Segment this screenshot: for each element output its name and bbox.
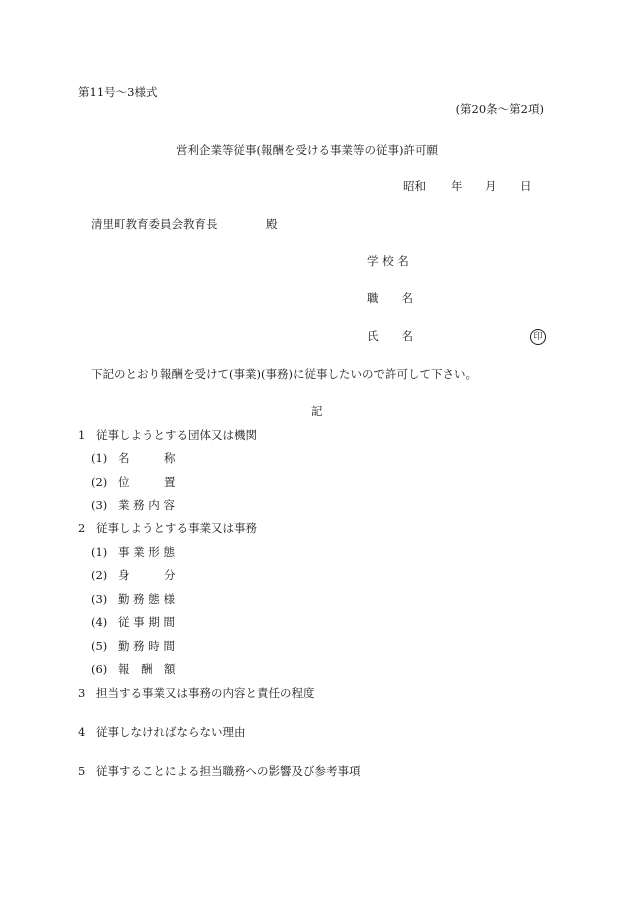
date-era: 昭和	[403, 179, 426, 193]
section-text: 従事しようとする団体又は機関	[96, 428, 257, 442]
item-label: 名 称	[118, 451, 176, 465]
item-number: (3)	[91, 498, 108, 512]
seal-mark	[530, 329, 546, 345]
section-text: 担当する事業又は事務の内容と責任の程度	[96, 686, 315, 700]
article-reference: (第20条〜第2項)	[455, 102, 544, 116]
item-label: 位 置	[118, 475, 176, 489]
date-year-label: 年	[451, 179, 463, 193]
item-label: 事 業 形 態	[118, 545, 175, 559]
item-number: (2)	[91, 475, 108, 489]
item-number: (2)	[91, 568, 108, 582]
position-label: 職 名	[367, 291, 413, 305]
section-number: 2	[78, 521, 86, 535]
date-day-label: 日	[520, 179, 532, 193]
form-number: 第11号〜3様式	[78, 85, 158, 99]
section-number: 5	[78, 764, 86, 778]
item-number: (5)	[91, 639, 108, 653]
section-text: 従事しようとする事業又は事務	[96, 521, 257, 535]
item-label: 従 事 期 間	[118, 615, 175, 629]
item-label: 勤 務 態 様	[118, 592, 175, 606]
section-text: 従事しなければならない理由	[96, 725, 246, 739]
item-number: (1)	[91, 545, 108, 559]
item-number: (1)	[91, 451, 108, 465]
request-statement: 下記のとおり報酬を受けて(事業)(事務)に従事したいので許可して下さい。	[91, 367, 477, 381]
item-number: (6)	[91, 662, 108, 676]
item-label: 業 務 内 容	[118, 498, 175, 512]
section-number: 1	[78, 428, 86, 442]
section-number: 4	[78, 725, 86, 739]
seal-icon: 印	[530, 329, 546, 345]
item-number: (4)	[91, 615, 108, 629]
item-label: 勤 務 時 間	[118, 639, 175, 653]
addressee-name: 清里町教育委員会教育長	[91, 217, 218, 231]
item-number: (3)	[91, 592, 108, 606]
section-number: 3	[78, 686, 86, 700]
document-title: 営利企業等従事(報酬を受ける事業等の従事)許可願	[176, 143, 438, 157]
section-text: 従事することによる担当職務への影響及び参考事項	[96, 764, 361, 778]
item-label: 報 酬 額	[118, 662, 176, 676]
school-name-label: 学 校 名	[367, 254, 409, 268]
note-heading: 記	[311, 404, 323, 418]
date-month-label: 月	[485, 179, 497, 193]
addressee-honorific: 殿	[266, 217, 278, 231]
name-label: 氏 名	[367, 329, 413, 343]
item-label: 身 分	[118, 568, 176, 582]
